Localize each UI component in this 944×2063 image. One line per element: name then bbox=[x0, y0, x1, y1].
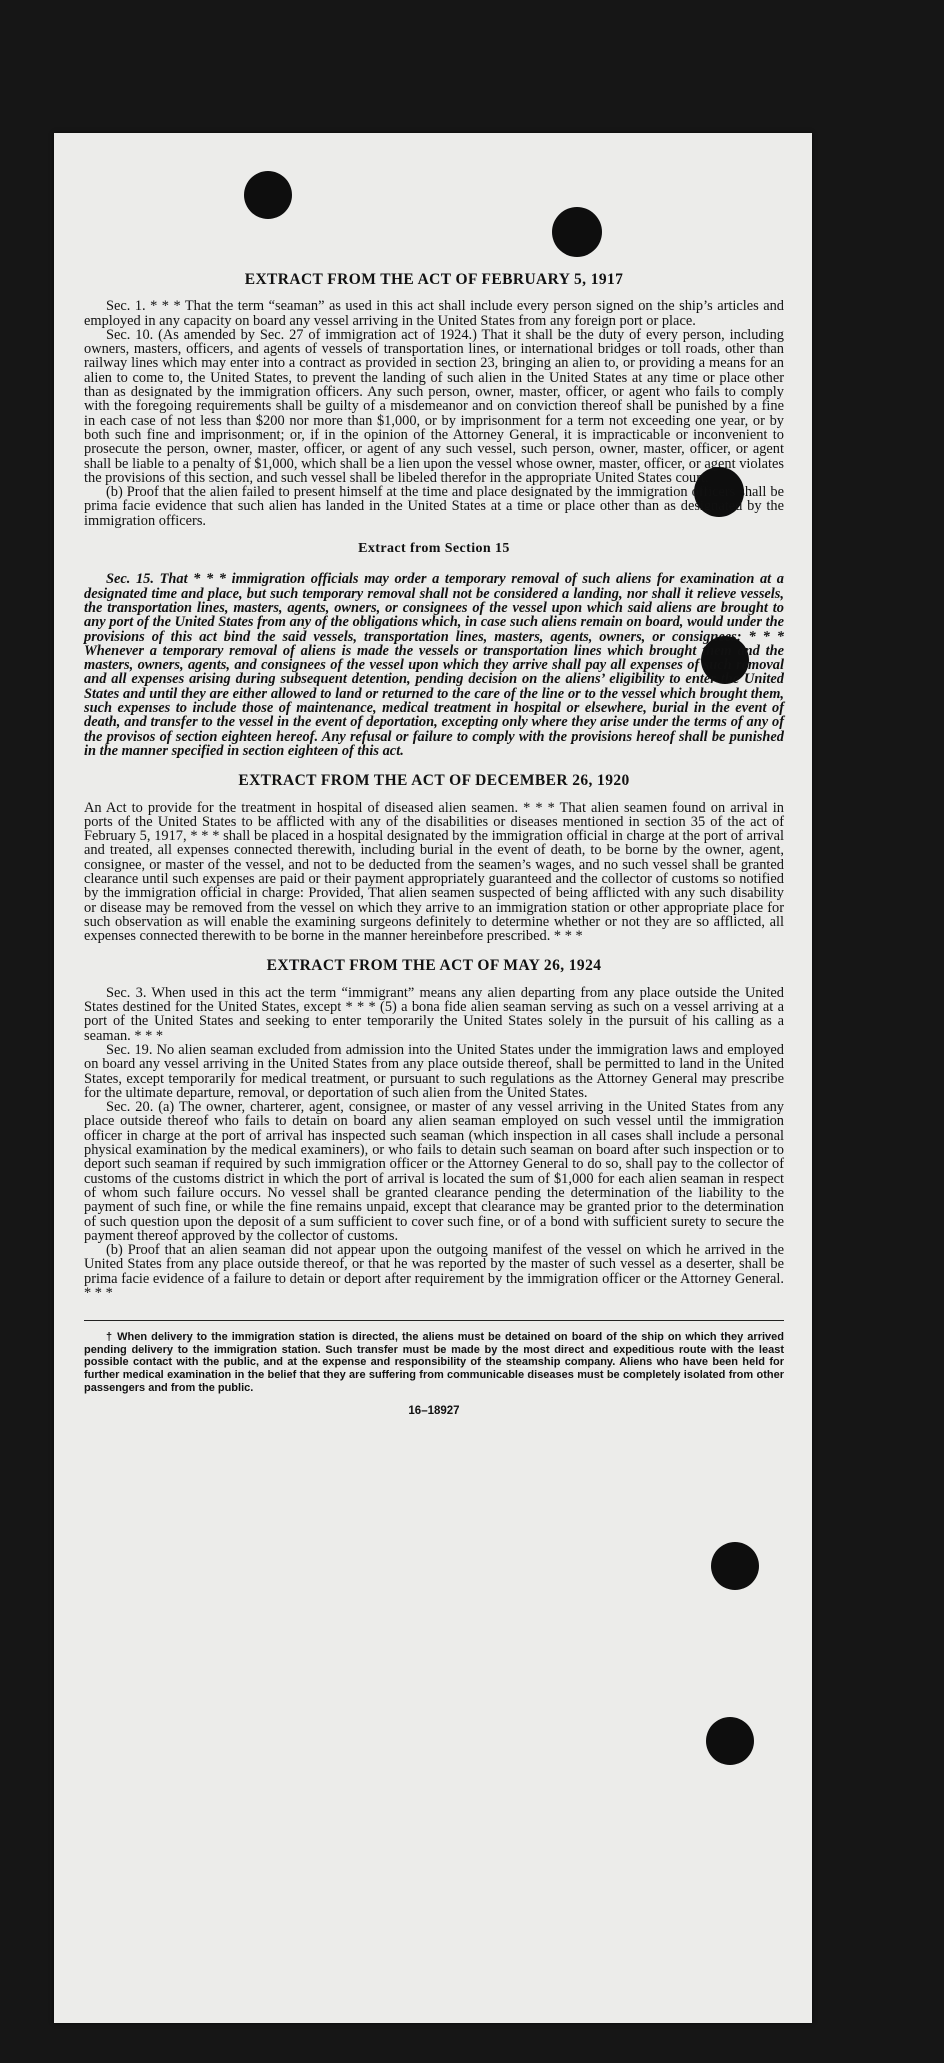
heading-section-15: Extract from Section 15 bbox=[358, 541, 510, 557]
paragraph-sec-20a: Sec. 20. (a) The owner, charterer, agent, consignee, or master of any vessel arriving in the United States from any place outside thereof who fails to detain on board any alien seaman employed on such vessel until the immigration officer in charge at the port of arrival has inspected such seaman (which inspection in all cases shall include a personal physical examination by the medical examiners), or who fails to detain such seaman on board after such inspection or to deport such seaman if required by such immigration officer or the Attorney General to do so, shall pay to the collector of customs of the customs district in which the port of arrival is located the sum of $1,000 for each alien seaman in respect of whom such failure occurs. No vessel shall be granted clearance pending the determination of the liability to the payment of such fine, or while the fine remains unpaid, except that clearance may be granted prior to the determination of such question upon the deposit of a sum sufficient to cover such fine, or of a bond with sufficient surety to secure the payment thereof approved by the collector of customs. bbox=[84, 1099, 784, 1244]
paragraph-act-1920: An Act to provide for the treatment in hospital of diseased alien seamen. * * * That alien seamen found on arrival in ports of the United States to be afflicted with any of the disabilities or diseases mentioned in section 35 of the act of February 5, 1917, * * * shall be placed in a hospital designated by the immigration official in charge at the port of arrival and treated, all expenses connected therewith, including burial in the event of death, to be borne by the owner, agent, consignee, or master of the vessel, and not to be deducted from the seamen’s wages, and no such vessel shall be granted clearance until such expenses are paid or their payment appropriately guaranteed and the collector of customs so notified by the immigration official in charge: Provided, That alien seamen suspected of being afflicted with any such disability or disease may be removed from the vessel on which they arrive to an immigration station or other appropriate place for such observation as will enable the examining surgeons definitely to determine whether or not they are so afflicted, all expenses connected therewith to be borne in the manner hereinbefore prescribed. * * * bbox=[84, 799, 784, 945]
paragraph-sec-10b: (b) Proof that the alien failed to present himself at the time and place designated by the immigration officers shall be prima facie evidence that such alien has landed in the United States at a time or place other than as designated by the immigration officers. bbox=[84, 484, 784, 529]
paragraph-sec-15: Sec. 15. That * * * immigration officials may order a temporary removal of such aliens for examination at a designated time and place, but such temporary removal shall not be considered a landing, nor shall it relieve vessels, the transportation lines, masters, agents, owners, or consignees of the vessel upon which said aliens are brought to any port of the United States from any of the obligations which, in case such aliens remain on board, would under the provisions of this act bind the said vessels, transportation lines, masters, agents, owners, or consignees: * * * Whenever a temporary removal of aliens is made the vessels or transportation lines which brought them and the masters, owners, agents, and consignees of the vessel upon which they arrive shall pay all expenses of such removal and all expenses arising during subsequent detention, pending decision on the aliens’ eligibility to enter the United States and until they are either allowed to land or returned to the care of the line or to the vessel which brought them, such expenses to include those of maintenance, medical treatment in hospital or elsewhere, burial in the event of death, and transfer to the vessel in the event of deportation, excepting only where they arise under the terms of any of the provisos of section eighteen hereof. Any refusal or failure to comply with the provisions hereof shall be punished in the manner specified in section eighteen of this act. bbox=[84, 571, 784, 759]
document-body bbox=[84, 273, 784, 1419]
punch-hole bbox=[706, 1717, 754, 1765]
paragraph-sec-10: Sec. 10. (As amended by Sec. 27 of immigration act of 1924.) That it shall be the duty of every person, including owners, masters, officers, and agents of vessels of transportation lines, or international bridges or toll roads, other than railway lines which may enter into a contract as provided in section 23, bringing an alien to, or providing a means for an alien to come to, the United States, to prevent the landing of such alien in the United States at any time or place other than as designated by the immigration officers. Any such person, owner, master, officer, or agent who fails to comply with the foregoing requirements shall be guilty of a misdemeanor and on conviction thereof shall be punished by a fine in each case of not less than $200 nor more than $1,000, or by imprisonment for a term not exceeding one year, or by both such fine and imprisonment; or, if in the opinion of the Attorney General, it is impracticable or inconvenient to prosecute the person, owner, master, officer, or agent of any such vessel, such person, owner, master, officer, or agent shall be liable to a penalty of $1,000, which shall be a lien upon the vessel whose owner, master, officer, or agent violates the provisions of this section, and such vessel shall be libeled therefor in the appropriate United States court. bbox=[84, 326, 784, 486]
document-page bbox=[54, 133, 812, 2023]
footnote-divider bbox=[84, 1320, 784, 1321]
punch-hole bbox=[244, 171, 292, 219]
heading-act-1920: EXTRACT FROM THE ACT OF DECEMBER 26, 1920 bbox=[238, 772, 630, 790]
paragraph-sec-19: Sec. 19. No alien seaman excluded from admission into the United States under the immigration laws and employed on board any vessel arriving in the United States from any place outside thereof, shall be permitted to land in the United States, except temporarily for medical treatment, or pursuant to such regulations as the Attorney General may prescribe for the ultimate departure, removal, or deportation of such alien from the United States. bbox=[84, 1041, 784, 1101]
paragraph-sec-3: Sec. 3. When used in this act the term “immigrant” means any alien departing from any place outside the United States destined for the United States, except * * * (5) a bona fide alien seaman serving as such on a vessel arriving at a port of the United States and seeking to enter temporarily the United States solely in the pursuit of his calling as a seaman. * * * bbox=[84, 984, 784, 1044]
document-number: 16–18927 bbox=[408, 1405, 460, 1418]
footnote: † When delivery to the immigration station is directed, the aliens must be detained on board of the ship on which they arrived pending delivery to the immigration station. Such transfer must be made by the most direct and expeditious route with the least possible contact with the public, and at the expense and responsibility of the steamship company. Aliens who have been held for further medical examination in the belief that they are suffering from communicable diseases must be completely isolated from other passengers and from the public. bbox=[84, 1331, 784, 1394]
paragraph-sec-20b: (b) Proof that an alien seaman did not appear upon the outgoing manifest of the vessel on which he arrived in the United States from any place outside thereof, or that he was reported by the master of such vessel as a deserter, shall be prima facie evidence of a failure to detain or deport after requirement by the immigration officer or the Attorney General. * * * bbox=[84, 1242, 784, 1301]
punch-hole bbox=[711, 1542, 759, 1590]
heading-act-1924: EXTRACT FROM THE ACT OF MAY 26, 1924 bbox=[266, 957, 602, 975]
heading-act-1917: EXTRACT FROM THE ACT OF FEBRUARY 5, 1917 bbox=[244, 271, 624, 288]
paragraph-sec-1: Sec. 1. * * * That the term “seaman” as used in this act shall include every person signed on the ship’s articles and employed in any capacity on board any vessel arriving in the United States from any foreign port or place. bbox=[84, 298, 784, 329]
punch-hole bbox=[552, 207, 602, 257]
